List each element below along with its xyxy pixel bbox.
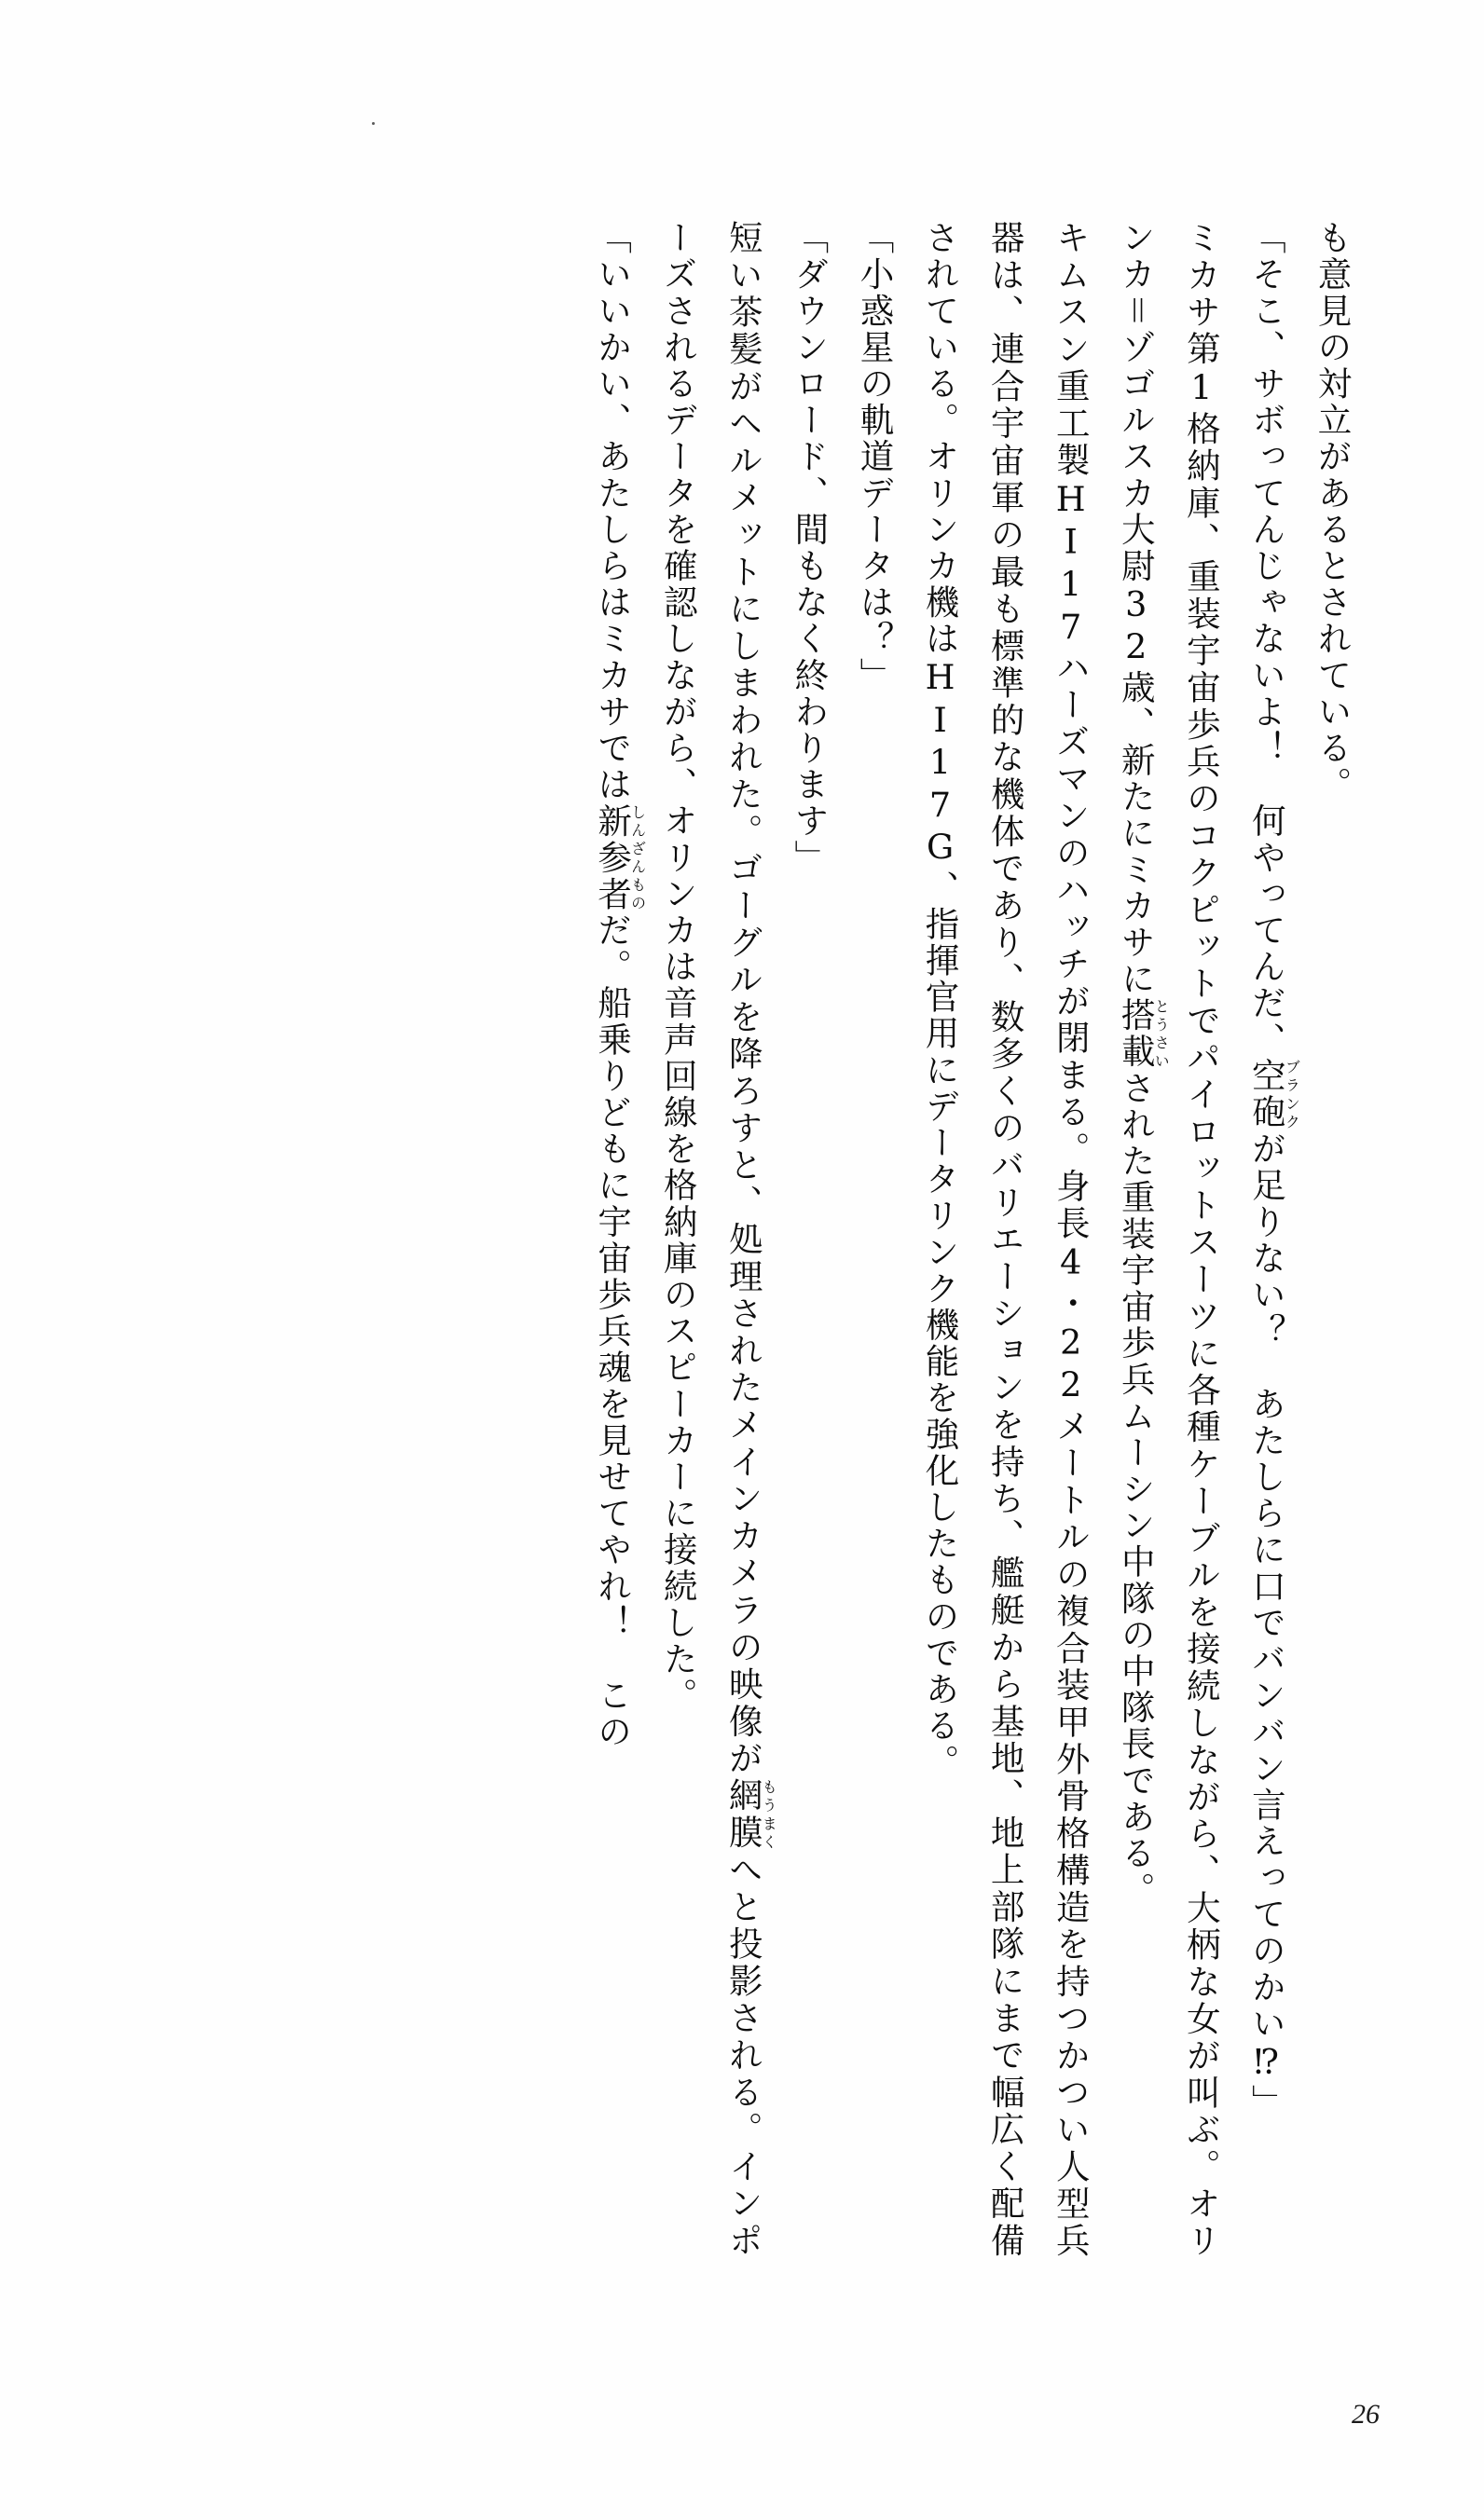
vertical-text-body: [140, 220, 1365, 2259]
paragraph-8: 「いいかい、あたしらはミカサでは新参者しんざんものだ。船乗りどもに宇宙歩兵魂を見せてやれ！ この: [592, 220, 647, 1751]
page-speck: [372, 122, 375, 125]
ruby-shinzanmono: 新参者しんざんもの: [592, 802, 647, 912]
ruby-tousai: 搭載とうさい: [1116, 997, 1171, 1071]
paragraph-2: 「そこ、サボってんじゃないよ！ 何やってんだ、空砲ブランクが足りない？ あたしらに口でバンバン言えってのかい⁉」: [1246, 220, 1301, 2121]
paragraph-6: 「ダウンロード、間もなく終わります」: [789, 220, 830, 876]
paragraph-5: 「小惑星の軌道データは？」: [854, 220, 895, 694]
ruby-moumaku: 網膜もうまく: [723, 1777, 778, 1852]
paragraph-3: ミカサ第1格納庫、重装宇宙歩兵のコクピットでパイロットスーツに各種ケーブルを接続しながら、大柄な女が叫ぶ。オリンカ＝ゾゴルスカ大尉32歳、新たにミカサに搭載とうさいされた重装宇宙歩兵ムーシン中隊の中隊長である。: [1116, 220, 1222, 2259]
ruby-blank: 空砲ブランク: [1246, 1058, 1301, 1131]
paragraph-1: も意見の対立があるとされている。: [1312, 220, 1353, 803]
paragraph-7: 短い茶髪がヘルメットにしまわれた。ゴーグルを降ろすと、処理されたメインカメラの映像が網膜もうまくへと投影される。インポーズされるデータを確認しながら、オリンカは音声回線を格納庫のスピーカーに接続した。: [658, 220, 778, 2259]
page-number: 26: [1352, 2399, 1380, 2430]
paragraph-4: キムスン重工製HI17ハーズマンのハッチが閉まる。身長4・22メートルの複合装甲外骨格構造を持つかつい人型兵器は、連合宇宙軍の最も標準的な機体であり、数多くのバリエーションを持ち、艦艇から基地、地上部隊にまで幅広く配備されている。オリンカ機はHI17G、指揮官用にデータリンク機能を強化したものである。: [920, 220, 1092, 2259]
